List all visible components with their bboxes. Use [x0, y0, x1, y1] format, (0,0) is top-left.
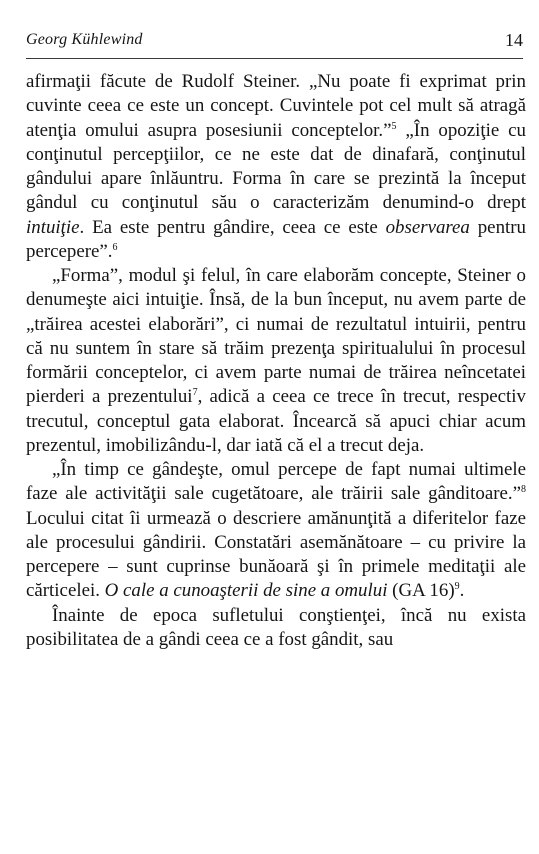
header-rule	[26, 58, 523, 59]
body-text	[26, 70, 526, 652]
text-run: „Forma”, modul şi felul, în care elaborăm concepte, Steiner o denumeşte aici intuiţie. Însă, de la bun început, nu avem parte de „trăirea acestei elaborări”, ci numai de rezultatul intuirii, pentru că nu suntem în stare să trăim prezenţa spiritualului în procesul formării conceptelor, ci avem parte numai de trăirea neîncetatei pierderi a prezentului	[26, 265, 526, 408]
text-run: .	[459, 580, 465, 602]
page-header	[26, 30, 523, 60]
italic-text: intuiţie	[26, 216, 80, 238]
text-run: pentru percepere”.	[26, 216, 526, 262]
footnote-ref: 5	[391, 120, 397, 132]
paragraph	[26, 264, 526, 458]
text-run: „În timp ce gândeşte, omul percepe de fapt numai ultimele faze ale activităţii sale cugetătoare, ale trăirii sale gânditoare.”	[26, 459, 526, 505]
footnote-ref: 8	[521, 484, 526, 496]
text-run: „În opoziţie cu conţinutul percepţiilor, ce ne este dat de dinafară, conţinutul gândului apare înlăuntru. Forma în care se prezintă la început gândul cu conţinutul său o caracterizăm denumind-o drept	[26, 119, 526, 214]
italic-text: O cale a cunoaşterii de sine a omului	[104, 580, 388, 602]
running-head: Georg Kühlewind	[26, 31, 143, 48]
text-run: . Ea este pentru gândire, ceea ce este	[79, 216, 386, 238]
text-run: , adică a ceea ce trece în trecut, respectiv trecutul, conceptul gata elaborat. Încearcă să apuci chiar acum prezentul, imobilizându-l, dar iată că el a trecut deja.	[26, 386, 526, 456]
footnote-ref: 6	[112, 241, 118, 253]
text-run: Locului citat îi urmează o descriere amănunţită a diferitelor faze ale procesului gândirii. Constatări asemănătoare – cu privire la percepere – sunt cuprinse bunăoară şi în primele meditaţii ale cărticelei.	[26, 507, 526, 602]
text-run: (GA 16)	[387, 580, 455, 602]
paragraph	[26, 70, 526, 264]
paragraph	[26, 604, 526, 653]
paragraph	[26, 458, 526, 604]
footnote-ref: 9	[454, 581, 460, 593]
text-run: Înainte de epoca sufletului conştienţei, încă nu exista posibilitatea de a gândi ceea ce a fost gândit, sau	[26, 604, 526, 650]
page-number: 14	[505, 30, 523, 50]
text-run: afirmaţii făcute de Rudolf Steiner. „Nu poate fi exprimat prin cuvinte ceea ce este un concept. Cuvintele pot cel mult să atragă atenţia omului asupra posesiunii conceptelor.”	[26, 71, 526, 141]
italic-text: observarea	[385, 216, 470, 238]
footnote-ref: 7	[192, 387, 198, 399]
